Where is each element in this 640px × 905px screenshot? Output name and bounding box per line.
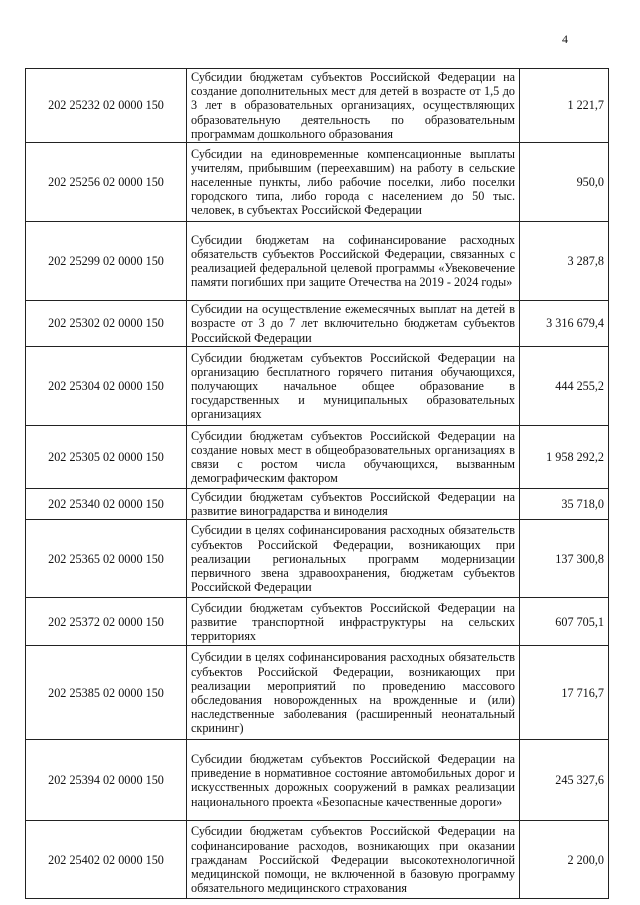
- table-row: [26, 143, 609, 222]
- subsidy-description: Субсидии бюджетам субъектов Российской Федерации на развитие транспортной инфраструктуры на сельских территориях: [187, 598, 520, 646]
- amount: 17 716,7: [520, 646, 609, 740]
- subsidy-description: Субсидии в целях софинансирования расходных обязательств субъектов Российской Федерации, возникающих при реализации мероприятий по проведению массового обследования новорожденных на врожденные и (или) наследственные заболевания (расширенный неонатальный скрининг): [187, 646, 520, 740]
- budget-code: 202 25299 02 0000 150: [26, 222, 187, 301]
- budget-code: 202 25385 02 0000 150: [26, 646, 187, 740]
- subsidy-description: Субсидии бюджетам субъектов Российской Федерации на организацию бесплатного горячего питания обучающихся, получающих начальное общее образование в государственных и муниципальных образовательных организациях: [187, 347, 520, 426]
- table-row: [26, 222, 609, 301]
- budget-code: 202 25305 02 0000 150: [26, 426, 187, 489]
- budget-code: 202 25402 02 0000 150: [26, 821, 187, 899]
- budget-code: 202 25232 02 0000 150: [26, 69, 187, 143]
- budget-code: 202 25372 02 0000 150: [26, 598, 187, 646]
- subsidies-table: [25, 68, 609, 899]
- table-row: [26, 520, 609, 598]
- budget-code: 202 25302 02 0000 150: [26, 301, 187, 347]
- amount: 444 255,2: [520, 347, 609, 426]
- amount: 607 705,1: [520, 598, 609, 646]
- subsidy-description: Субсидии на единовременные компенсационные выплаты учителям, прибывшим (переехавшим) на работу в сельские населенные пункты, либо рабочие поселки, либо поселки городского типа, либо города с населением до 50 тыс. человек, в субъектах Российской Федерации: [187, 143, 520, 222]
- subsidy-description: Субсидии бюджетам на софинансирование расходных обязательств субъектов Российской Федерации, связанных с реализацией федеральной целевой программы «Увековечение памяти погибших при защите Отечества на 2019 - 2024 годы»: [187, 222, 520, 301]
- subsidy-description: Субсидии бюджетам субъектов Российской Федерации на создание новых мест в общеобразовательных организациях в связи с ростом числа обучающихся, вызванным демографическим фактором: [187, 426, 520, 489]
- subsidy-description: Субсидии бюджетам субъектов Российской Федерации на создание дополнительных мест для детей в возрасте от 1,5 до 3 лет в образовательных организациях, осуществляющих образовательную деятельность по образовательным программам дошкольного образования: [187, 69, 520, 143]
- table-row: [26, 426, 609, 489]
- amount: 1 958 292,2: [520, 426, 609, 489]
- table-row: [26, 69, 609, 143]
- subsidy-description: Субсидии бюджетам субъектов Российской Федерации на софинансирование расходов, возникающих при оказании гражданам Российской Федерации высокотехнологичной медицинской помощи, не включенной в базовую программу обязательного медицинского страхования: [187, 821, 520, 899]
- amount: 137 300,8: [520, 520, 609, 598]
- page-number: 4: [562, 32, 568, 46]
- table-row: [26, 740, 609, 821]
- subsidy-description: Субсидии бюджетам субъектов Российской Федерации на развитие виноградарства и виноделия: [187, 489, 520, 520]
- table-row: [26, 489, 609, 520]
- budget-code: 202 25304 02 0000 150: [26, 347, 187, 426]
- amount: 35 718,0: [520, 489, 609, 520]
- table-row: [26, 821, 609, 899]
- subsidy-description: Субсидии в целях софинансирования расходных обязательств субъектов Российской Федерации, возникающих при реализации региональных программ модернизации первичного звена здравоохранения, бюджетам субъектов Российской Федерации: [187, 520, 520, 598]
- amount: 2 200,0: [520, 821, 609, 899]
- amount: 245 327,6: [520, 740, 609, 821]
- table-row: [26, 301, 609, 347]
- subsidy-description: Субсидии на осуществление ежемесячных выплат на детей в возрасте от 3 до 7 лет включительно бюджетам субъектов Российской Федерации: [187, 301, 520, 347]
- budget-code: 202 25256 02 0000 150: [26, 143, 187, 222]
- table-row: [26, 646, 609, 740]
- budget-code: 202 25365 02 0000 150: [26, 520, 187, 598]
- table-row: [26, 598, 609, 646]
- amount: 3 316 679,4: [520, 301, 609, 347]
- budget-code: 202 25340 02 0000 150: [26, 489, 187, 520]
- amount: 1 221,7: [520, 69, 609, 143]
- table-row: [26, 347, 609, 426]
- amount: 3 287,8: [520, 222, 609, 301]
- budget-code: 202 25394 02 0000 150: [26, 740, 187, 821]
- amount: 950,0: [520, 143, 609, 222]
- subsidy-description: Субсидии бюджетам субъектов Российской Федерации на приведение в нормативное состояние автомобильных дорог и искусственных дорожных сооружений в рамках реализации национального проекта «Безопасные качественные дороги»: [187, 740, 520, 821]
